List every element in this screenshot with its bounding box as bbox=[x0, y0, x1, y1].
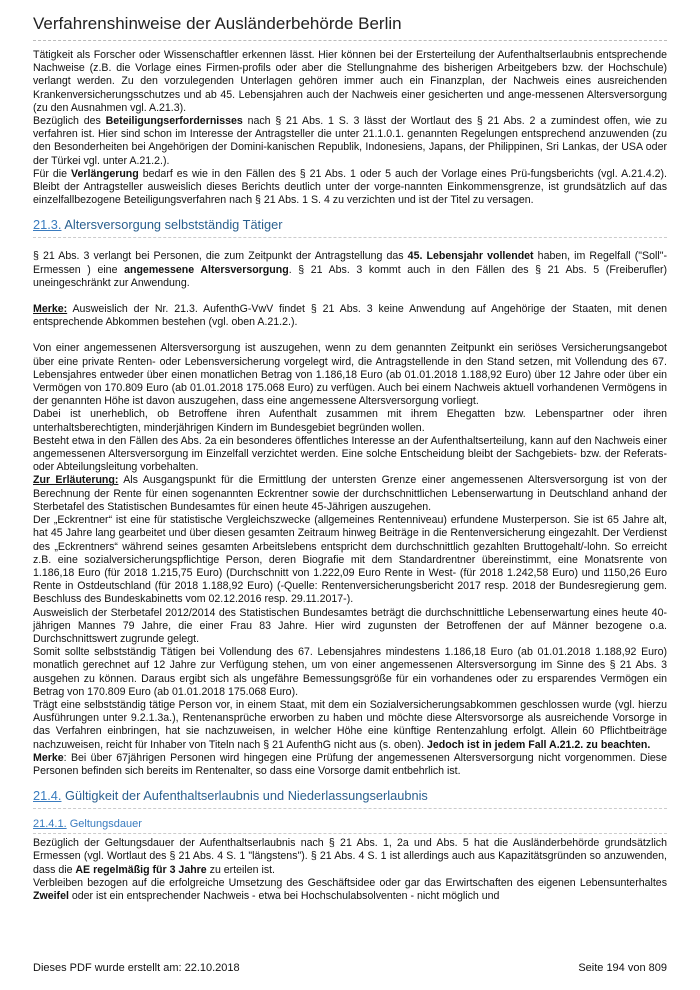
spacer bbox=[33, 329, 667, 342]
bold-text: Jedoch ist in jedem Fall A.21.2. zu beachten. bbox=[426, 738, 651, 751]
bold-text: Verlängerung bbox=[71, 167, 139, 180]
s213-paragraph-2: Von einer angemessenen Altersversorgung ist auszugehen, wenn zu dem genannten Zeitpunkt ein seriöses Versicherungsangebot über eine private Renten- oder Lebensversicherung vorgelegt wird, die Antragstellende in den Stand setzen, mit Vollendung des 67. Lebensjahres entweder über einen monatlichen Betrag von 1.186,18 Euro (ab 01.01.2018 1.188,92 Euro) über 12 Jahre oder über ein Vermögen von 170.809 Euro (ab 01.01.2018 175.068 Euro) zu verfügen. Auch bei einem Nachweis aktuell vorhandenen Vermögens in der genannten Höhe ist davon auszugehen, dass eine angemessene Altersversorgung vorliegt. bbox=[33, 342, 667, 408]
section-divider bbox=[33, 808, 667, 809]
bold-text: AE regelmäßig für 3 Jahre bbox=[75, 863, 207, 876]
text: Trägt eine selbstständig tätige Person vor, in einem Staat, mit dem ein Sozialversicherungsabkommen geschlossen wurde (vgl. hierzu Ausführungen unter 9.2.1.3a.), Rentenansprüche erworben zu haben und möchte diese Altersvorsorge als ausreichende Vorsorge in das Verfahren einbringen, hat sie nachzuweisen, in welcher Höhe eine künftige Rentenzahlung erfolgt. Allein 60 Pflichtbeiträge nachzuweisen, reicht für Inhaber von Titeln nach § 21 AufenthG nicht aus (s. oben). bbox=[33, 698, 667, 751]
footer-created-date: Dieses PDF wurde erstellt am: 22.10.2018 bbox=[33, 962, 240, 974]
text: Bezüglich der Geltungsdauer der Aufenthaltserlaubnis nach § 21 Abs. 1, 2a und Abs. 5 hat die Ausländerbehörde grundsätzlich Ermessen (vgl. Wortlaut des § 21 Abs. 4 S. 1 "längstens"). § 21 Abs. 4 S. 1 ist allerdings auch aus Kapazitätsgründen so anzuwenden, dass die bbox=[33, 837, 667, 876]
text: Verbleiben bezogen auf die erfolgreiche Umsetzung des Geschäftsidee oder gar das Erwirtschaften des eigenen Lebensunterhaltes bbox=[33, 876, 667, 889]
section-heading-21-4 bbox=[33, 788, 667, 804]
spacer bbox=[33, 290, 667, 303]
text: Als Ausgangspunkt für die Ermittlung der untersten Grenze einer angemessenen Altersversorgung ist von der Berechnung der Rente für einen sogenannten Eckrentner sowie der durchschnittlichen Lebenserwartung in Deutschland anhand der Sterbetafel des Statistischen Bundesamtes für einen heute 45-Jährigen auszugehen. bbox=[33, 474, 667, 513]
bold-text: Beteiligungserfordernisses bbox=[105, 115, 243, 128]
bold-text: 45. Lebensjahr vollendet bbox=[407, 250, 534, 263]
s2141-paragraph-2 bbox=[33, 877, 667, 903]
intro-paragraph-3 bbox=[33, 168, 667, 208]
s213-merke-1 bbox=[33, 303, 667, 329]
s213-merke-2 bbox=[33, 752, 667, 778]
text: Für die bbox=[33, 167, 72, 180]
text: Bezüglich des bbox=[33, 115, 106, 128]
text: . § 21 Abs. 3 kommt auch in den Fällen des § 21 Abs. 5 (Freiberufler) uneingeschränkt zur Anwendung. bbox=[33, 263, 668, 289]
s213-paragraph-6: Der „Eckrentner“ ist eine für statistische Vergleichszwecke (allgemeines Rentenniveau) erfundene Musterperson. Sie ist 65 Jahre alt, hat 45 Jahre lang gearbeitet und über diesen gesamten Zeitraum hinweg Beiträge in die Rentenversicherung eingezahlt. Der Verdienst des „Eckrentners“ während seines gesamten Arbeitslebens entspricht dem durchschnittlich gezahlten Bruttogehalt/-lohn. So erreicht z.B. eine sozialversicherungspflichtige Person, deren Biografie mit dem Standardrentner übereinstimmt, eine Monatsrente von 1.186,18 Euro (für 2018 1.215,75 Euro) (Durchschnitt von 1.222,09 Euro Rente in West- (für 2018 1.242,58 Euro) und 1150,26 Euro Rente in Ostdeutschland (für 2018 1.188,92 Euro) (-Quelle: Rentenversicherungsbericht 2017 resp. 2018 der Bundesregierung gem. Beschluss des Bundeskabinetts vom 02.12.2016 resp. 29.11.2017-). bbox=[33, 514, 667, 606]
bold-text: Zweifel bbox=[33, 889, 69, 902]
text: : Bei über 67jährigen Personen wird hingegen eine Prüfung der angemessenen Altersversorgung nicht vorgenommen. Diese Personen befinden sich bereits im Rentenalter, so dass eine Vorsorge damit entbehrlich ist. bbox=[33, 751, 667, 777]
s2141-paragraph-1 bbox=[33, 837, 667, 877]
title-divider bbox=[33, 40, 667, 41]
intro-paragraph-2 bbox=[33, 115, 667, 168]
subsection-title: Geltungsdauer bbox=[66, 818, 142, 831]
section-divider bbox=[33, 237, 667, 238]
s213-paragraph-5 bbox=[33, 474, 667, 514]
s213-paragraph-7: Ausweislich der Sterbetafel 2012/2014 des Statistischen Bundesamtes beträgt die durchschnittliche Lebenserwartung eines heute 40-jährigen Mannes 79 Jahre, die einer Frau 83 Jahre. Hier wird zugunsten der Betroffenen der auf Männer bezogene o.a. Durchschnittswert zugrunde gelegt. bbox=[33, 606, 667, 645]
subsection-divider bbox=[33, 833, 667, 834]
text: § 21 Abs. 3 verlangt bei Personen, die zum Zeitpunkt der Antragstellung das bbox=[33, 250, 408, 263]
text: oder ist ein entsprechender Nachweis - etwa bei Hochschulabsolventen - nicht möglich und bbox=[68, 889, 500, 902]
merke-label: Merke bbox=[33, 751, 64, 764]
subsection-number-link[interactable]: 21.4.1. bbox=[33, 818, 67, 831]
section-number-link[interactable]: 21.4. bbox=[33, 788, 62, 804]
s213-paragraph-3: Dabei ist unerheblich, ob Betroffene ihren Aufenthalt zusammen mit ihrem Ehegatten bzw. Lebenspartner oder ihren unterhaltsberechtigten, minderjährigen Kindern im Bundesgebiet begründen wollen. bbox=[33, 408, 667, 434]
text: nach § 21 Abs. 1 S. 3 lässt der Wortlaut des § 21 Abs. 2 a zumindest offen, wie zu verfahren ist. Hier sind schon im Interesse der Antragsteller die unter 21.1.0.1. genannten Regelungen entsprechend anzuwenden (zu den Besonderheiten bei Angehörigen der Domini-kanischen Republik, Indonesiens, Japans, der Philippinen, Sri Lankas, der USA oder der Türkei vgl. unter A.21.2.). bbox=[33, 115, 667, 167]
erlaeuterung-label: Zur Erläuterung: bbox=[33, 474, 119, 487]
s213-paragraph-8: Somit sollte selbstständig Tätigen bei Vollendung des 67. Lebensjahres mindestens 1.186,18 Euro (ab 01.01.2018 1.188,92 Euro) monatlich gerechnet auf 12 Jahre zur Verfügung stehen, um von einer angemessenen Altersversorgung im Sinne des § 21 Abs. 3 ausgehen zu können. Daraus ergibt sich als ungefähre Bemessungsgröße für ein vorhandenes oder zu ersparendes Vermögen ein Betrag von 170.809 Euro (ab 01.01.2018 175.068 Euro). bbox=[33, 646, 667, 698]
page-footer bbox=[33, 962, 667, 974]
document-title: Verfahrenshinweise der Ausländerbehörde Berlin bbox=[33, 14, 402, 33]
merke-label: Merke: bbox=[33, 303, 68, 316]
text: bedarf es wie in den Fällen des § 21 Abs. 1 oder 5 auch der Vorlage eines Prü-fungsberichts (vgl. A.21.4.2). Bleibt der Antragsteller ausweislich dieses Berichts deutlich unter der vorge-nannten Einkommensgrenze, ist grundsätzlich auf das einzelfallbezogene Beteiligungsverfahren nach § 21 Abs. 1 S. 4 zu verzichten und ist der Titel zu versagen. bbox=[33, 167, 667, 207]
section-title: Altersversorgung selbstständig Tätiger bbox=[61, 217, 283, 233]
section-title: Gültigkeit der Aufenthaltserlaubnis und Niederlassungserlaubnis bbox=[61, 788, 428, 804]
footer-page-number: Seite 194 von 809 bbox=[578, 962, 667, 974]
bold-text: angemessene Altersversorgung bbox=[124, 263, 289, 276]
s213-paragraph-1 bbox=[33, 250, 667, 290]
section-number-link[interactable]: 21.3. bbox=[33, 217, 62, 233]
text: zu erteilen ist. bbox=[206, 863, 276, 876]
text: haben, im Regelfall ("Soll"-Ermessen ) eine bbox=[33, 250, 667, 276]
section-heading-21-3 bbox=[33, 217, 667, 233]
s213-paragraph-4: Besteht etwa in den Fällen des Abs. 2a ein besonderes öffentliches Interesse an der Aufenthaltserteilung, kann auf den Nachweis einer angemessenen Altersversorgung im Einzelfall verzichtet werden. Eine solche Entscheidung bleibt der Sachgebiets- bzw. der Referats- oder Abteilungsleitung vorbehalten. bbox=[33, 434, 667, 474]
document-page bbox=[33, 0, 667, 903]
s213-paragraph-9 bbox=[33, 699, 667, 752]
text: Ausweislich der Nr. 21.3. AufenthG-VwV findet § 21 Abs. 3 keine Anwendung auf Angehörige der Staaten, mit denen entsprechende Abkommen bestehen (vgl. oben A.21.2.). bbox=[33, 303, 667, 329]
intro-paragraph-1: Tätigkeit als Forscher oder Wissenschaftler erkennen lässt. Hier können bei der Ersterteilung der Aufenthaltserlaubnis entsprechende Nachweise (z.B. die Vorlage eines Firmen-profils oder aber die Stellungnahme des bisherigen Arbeitgebers bzw. der Hochschule) verlangt werden. Zu den vorzulegenden Unterlagen gehören immer auch ein Finanzplan, der Nachweis eines ausreichenden Krankenversicherungsschutzes und ab 45. Lebensjahren auch der Nachweis einer gesicherten und ange-messenen Altersversorgung (zu den Ausnahmen vgl. A.21.3). bbox=[33, 49, 667, 114]
subsection-heading-21-4-1 bbox=[33, 817, 667, 831]
